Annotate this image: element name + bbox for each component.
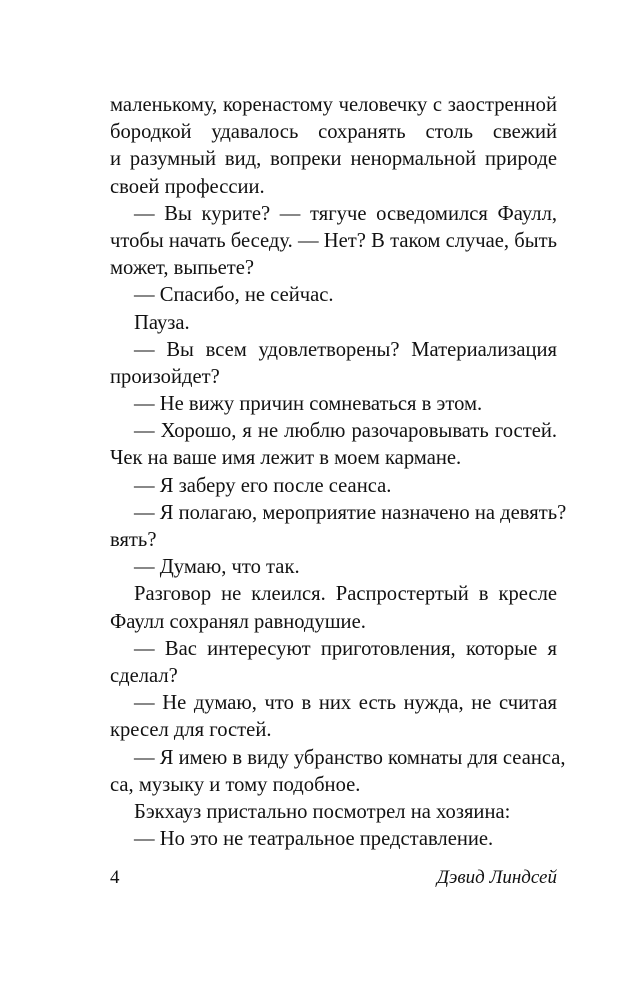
text-line: Пауза. <box>134 311 190 334</box>
text-line: может, выпьете? <box>110 257 255 280</box>
running-head-author: Дэвид Линдсей <box>436 867 557 888</box>
text-line: чтобы начать беседу. — Нет? В таком случае, быть <box>110 229 557 252</box>
text-line: — Я имею в виду убранство комнаты для сеанса, <box>134 746 566 769</box>
text-line: са, музыку и тому подобное. <box>110 773 361 796</box>
text-line: — Вы курите? — тягуче осведомился Фаулл, <box>134 202 557 225</box>
text-line: — Хорошо, я не люблю разочаровывать гостей. <box>134 420 557 443</box>
text-line: — Спасибо, не сейчас. <box>134 284 334 307</box>
text-line: своей профессии. <box>110 175 265 198</box>
text-line: маленькому, коренастому человечку с заостренной <box>110 94 557 116</box>
text-line: — Но это не театральное представление. <box>134 828 494 851</box>
text-line: — Не вижу причин сомневаться в этом. <box>134 393 483 416</box>
text-line: — Думаю, что так. <box>134 556 300 579</box>
text-line: бородкой удавалось сохранять столь свежий <box>110 121 557 144</box>
text-line: Бэкхауз пристально посмотрел на хозяина: <box>134 800 511 823</box>
text-line: — Вы всем удовлетворены? Материализация <box>134 338 557 361</box>
text-line: произойдет? <box>110 365 220 388</box>
text-line: Фаулл сохранял равнодушие. <box>110 610 366 633</box>
text-line: — Я заберу его после сеанса. <box>134 474 392 497</box>
text-line: — Вас интересуют приготовления, которые я <box>134 637 557 660</box>
text-line: вять? <box>110 529 157 551</box>
page-footer <box>110 867 557 897</box>
text-line: — Я полагаю, мероприятие назначено на девять? <box>134 501 567 524</box>
text-line: Чек на ваше имя лежит в моем кармане. <box>110 447 462 470</box>
text-line: Разговор не клеился. Распростертый в кресле <box>134 583 557 606</box>
page-number: 4 <box>110 867 120 888</box>
text-line: кресел для гостей. <box>110 719 272 742</box>
text-line: — Не думаю, что в них есть нужда, не считая <box>134 692 557 715</box>
text-line: и разумный вид, вопреки ненормальной природе <box>110 148 557 171</box>
body-text <box>110 92 567 853</box>
text-line: сделал? <box>110 664 178 687</box>
